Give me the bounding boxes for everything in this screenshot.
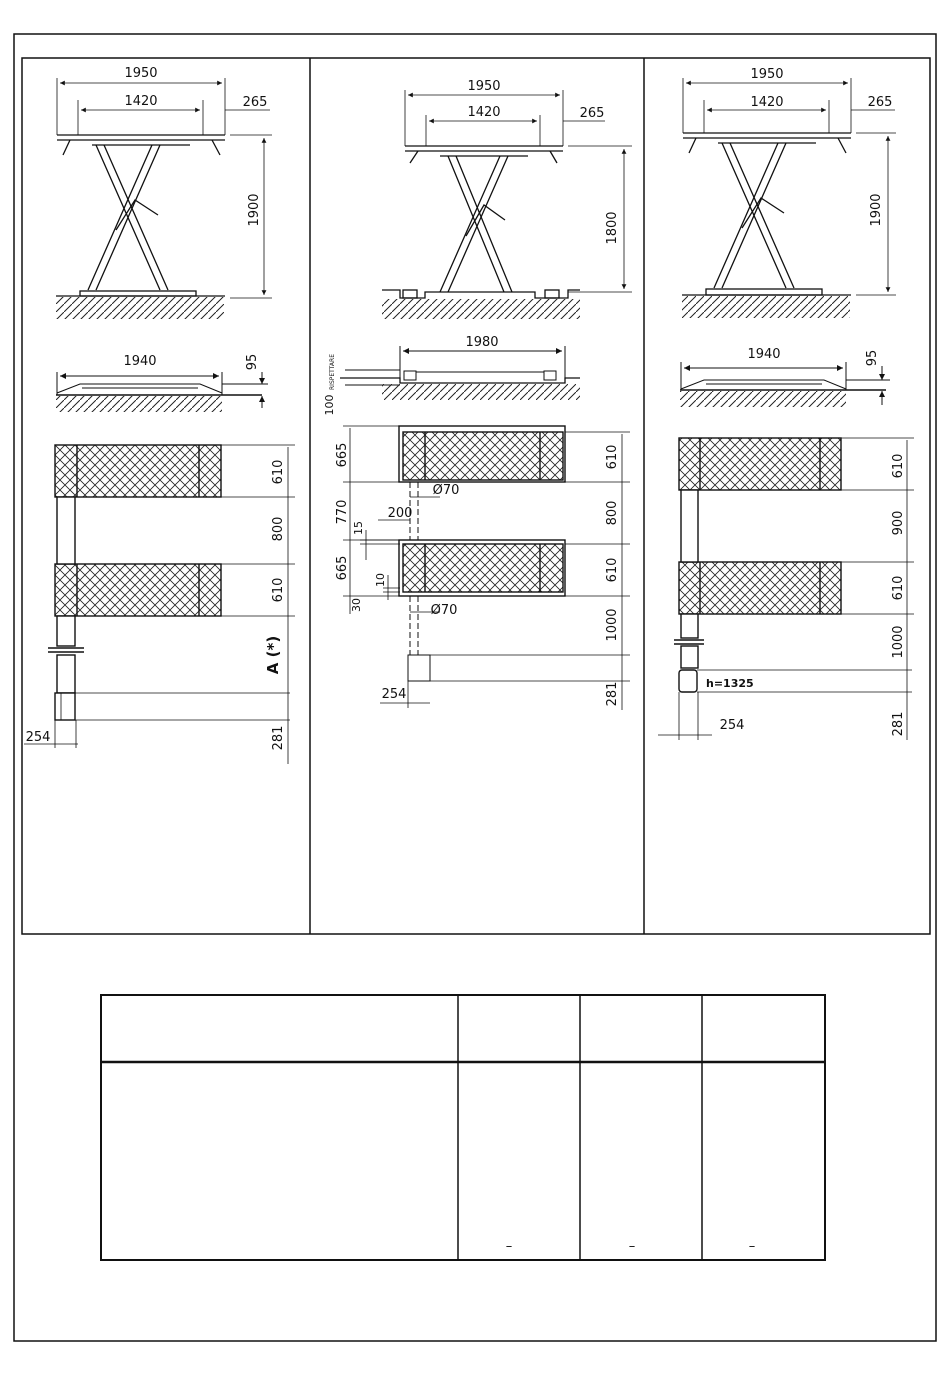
left-offset: 254 [25, 730, 51, 745]
left-elevation [56, 135, 225, 296]
middle-plan-left-3: 15 [352, 521, 365, 535]
middle-gap: 200 [387, 506, 413, 521]
left-inner-width: 1420 [124, 94, 158, 109]
left-base-height: 95 [245, 353, 260, 371]
right-plan-view [674, 438, 912, 692]
middle-lift-height: 1800 [605, 211, 620, 245]
table-dash-1: – [505, 1239, 513, 1254]
left-panel [24, 66, 295, 764]
middle-offset: 254 [381, 687, 407, 702]
right-top-width: 1950 [750, 67, 784, 82]
middle-ground-hatch [382, 299, 580, 319]
table-dash-3: – [748, 1239, 756, 1254]
spec-table [101, 995, 825, 1260]
left-plan-dim-A: A (*) [264, 635, 282, 675]
right-elevation [682, 133, 851, 295]
left-ground-hatch [56, 297, 224, 319]
middle-top-width: 1950 [467, 79, 501, 94]
middle-diameter-2: Ø70 [430, 603, 458, 618]
middle-plan-right-3: 610 [605, 557, 620, 583]
right-overhang: 265 [867, 95, 893, 110]
middle-plan-right-5: 281 [605, 681, 620, 707]
right-panel [658, 67, 914, 740]
left-plan-dim-5: 281 [271, 725, 286, 751]
left-overhang: 265 [242, 95, 268, 110]
right-base-hatch [680, 391, 846, 407]
right-plan-dim-1: 610 [891, 453, 906, 479]
left-plan-view [48, 445, 290, 720]
right-plan-dim-3: 610 [891, 575, 906, 601]
left-top-width: 1950 [124, 66, 158, 81]
left-base-hatch [56, 396, 222, 412]
left-plan-dim-3: 610 [271, 577, 286, 603]
table-dash-2: – [628, 1239, 636, 1254]
middle-pit-note: RISPETTARE [329, 354, 336, 390]
left-base-width: 1940 [123, 354, 157, 369]
middle-pit-width: 1980 [465, 335, 499, 350]
left-lift-height: 1900 [247, 193, 262, 227]
middle-diameter-1: Ø70 [432, 483, 460, 498]
right-plan-dim-5: 281 [891, 711, 906, 737]
middle-pit-depth: 100 [323, 394, 336, 416]
middle-elevation [382, 146, 580, 298]
middle-plan-left-5: 10 [374, 573, 387, 587]
middle-plan-left-4: 665 [335, 555, 350, 581]
middle-panel [323, 79, 632, 710]
right-base-height: 95 [865, 349, 880, 367]
left-elev-dims [57, 78, 272, 298]
right-plan-dim-2: 900 [891, 510, 906, 536]
middle-plan-right-2: 800 [605, 500, 620, 526]
right-plan-dim-4: 1000 [891, 625, 906, 659]
right-offset: 254 [719, 718, 745, 733]
right-control-height: h=1325 [706, 677, 754, 690]
middle-plan-left-2: 770 [335, 499, 350, 525]
middle-inner-width: 1420 [467, 105, 501, 120]
middle-plan-right-1: 610 [605, 444, 620, 470]
left-plan-dim-1: 610 [271, 459, 286, 485]
middle-plan-view [399, 426, 565, 681]
middle-plan-left-6: 30 [350, 598, 363, 612]
right-elev-dims [683, 78, 896, 295]
middle-pit-hatch [382, 384, 580, 400]
middle-pit-view [340, 346, 580, 385]
right-inner-width: 1420 [750, 95, 784, 110]
middle-overhang: 265 [579, 106, 605, 121]
right-lift-height: 1900 [869, 193, 884, 227]
middle-plan-right-4: 1000 [605, 608, 620, 642]
left-plan-dim-2: 800 [271, 516, 286, 542]
right-base-width: 1940 [747, 347, 781, 362]
middle-plan-left-1: 665 [335, 442, 350, 468]
right-ground-hatch [682, 296, 850, 318]
